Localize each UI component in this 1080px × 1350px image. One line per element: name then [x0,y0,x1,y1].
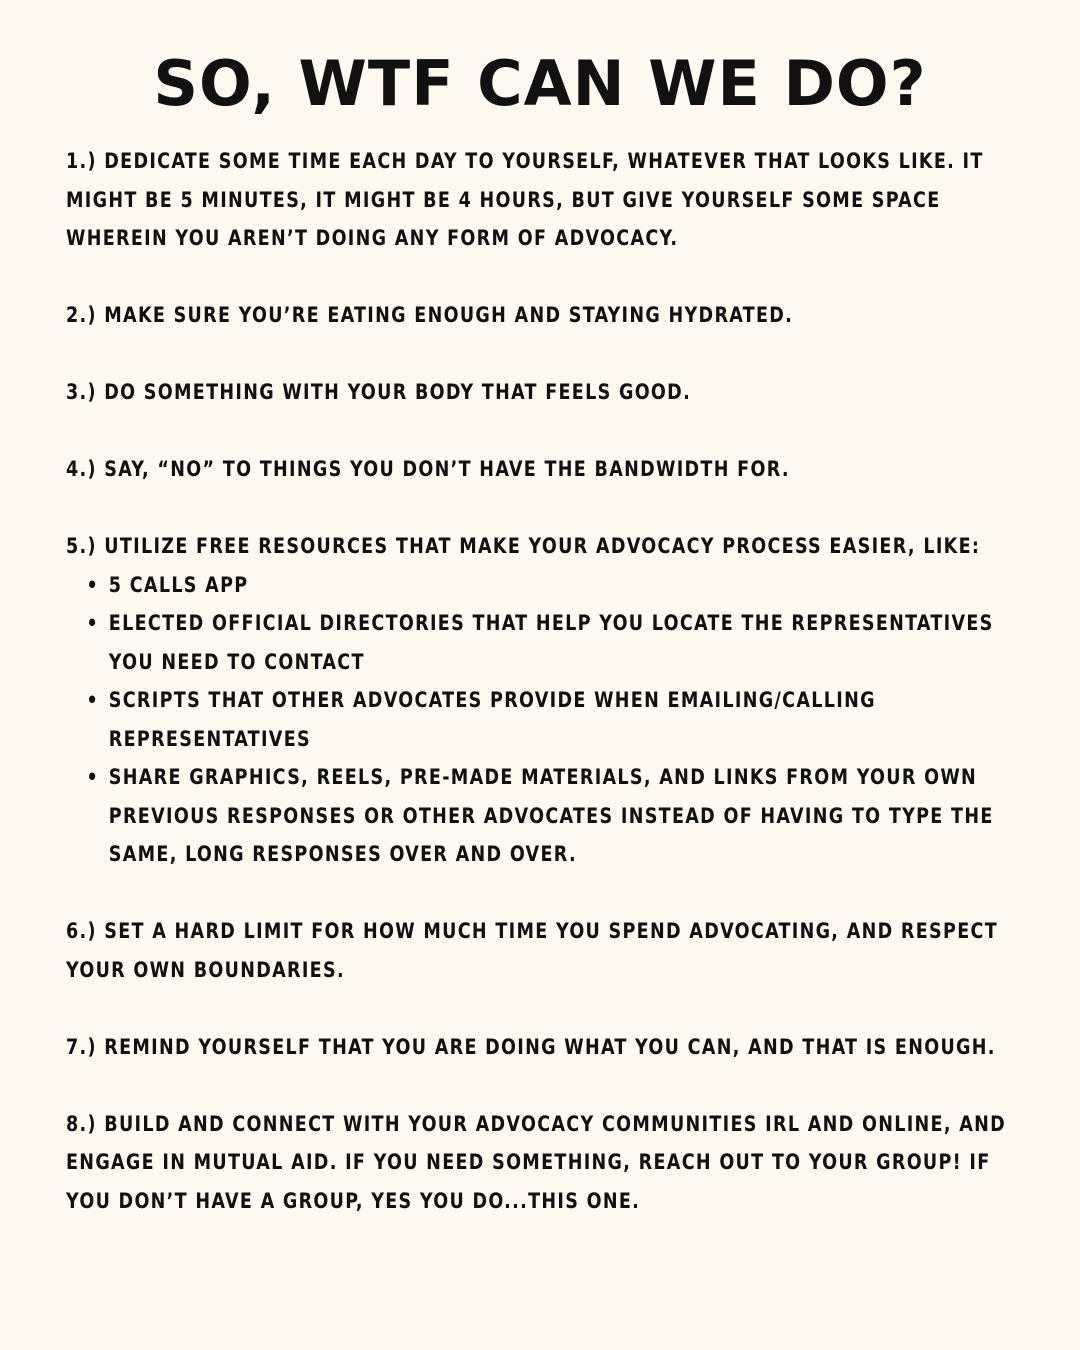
resource-item-1-text: 5 CALLS APP [108,572,249,597]
page-title: SO, WTF CAN WE DO? [153,47,927,120]
resource-item-4 [86,758,1015,874]
tip-item-5 [66,527,1015,874]
tip-item-1: 1.) DEDICATE SOME TIME EACH DAY TO YOURSELF, WHATEVER THAT LOOKS LIKE. IT MIGHT BE 5 MINUTES, IT MIGHT BE 4 HOURS, BUT GIVE YOURSELF SOME SPACE WHEREIN YOU AREN’T DOING ANY FORM OF ADVOCACY. [66,149,984,250]
resource-item-1 [86,566,1015,605]
tip-item-8: 8.) BUILD AND CONNECT WITH YOUR ADVOCACY COMMUNITIES IRL AND ONLINE, AND ENGAGE IN MUTUAL AID. IF YOU NEED SOMETHING, REACH OUT TO YOUR GROUP! IF YOU DON’T HAVE A GROUP, YES YOU DO...THIS ONE. [66,1111,1007,1213]
bullet-dot-icon: • [86,611,100,635]
bullet-dot-icon: • [86,765,100,789]
resource-item-3 [86,681,1015,758]
tip-item-6: 6.) SET A HARD LIMIT FOR HOW MUCH TIME YOU SPEND ADVOCATING, AND RESPECT YOUR OWN BOUNDARIES. [66,919,998,982]
tips-list [66,142,1015,1220]
resource-item-2-text: ELECTED OFFICIAL DIRECTORIES THAT HELP YOU LOCATE THE REPRESENTATIVES YOU NEED TO CONTACT [108,611,994,674]
tip-item-4: 4.) SAY, “NO” TO THINGS YOU DON’T HAVE THE BANDWIDTH FOR. [66,457,790,481]
resource-item-2 [86,604,1015,681]
resource-item-3-text: SCRIPTS THAT OTHER ADVOCATES PROVIDE WHEN EMAILING/CALLING REPRESENTATIVES [108,688,876,751]
resource-item-4-text: SHARE GRAPHICS, REELS, PRE-MADE MATERIALS, AND LINKS FROM YOUR OWN PREVIOUS RESPONSES OR OTHER ADVOCATES INSTEAD OF HAVING TO TYPE THE SAME, LONG RESPONSES OVER AND OVER. [108,765,994,866]
bullet-dot-icon: • [86,572,100,597]
tip-item-3: 3.) DO SOMETHING WITH YOUR BODY THAT FEELS GOOD. [66,380,692,404]
tip-item-7: 7.) REMIND YOURSELF THAT YOU ARE DOING WHAT YOU CAN, AND THAT IS ENOUGH. [66,1034,996,1059]
bullet-dot-icon: • [86,688,100,712]
tip-item-5-text: 5.) UTILIZE FREE RESOURCES THAT MAKE YOUR ADVOCACY PROCESS EASIER, LIKE: [66,534,981,558]
resource-list [66,566,1015,874]
tip-item-2: 2.) MAKE SURE YOU’RE EATING ENOUGH AND STAYING HYDRATED. [66,303,794,327]
